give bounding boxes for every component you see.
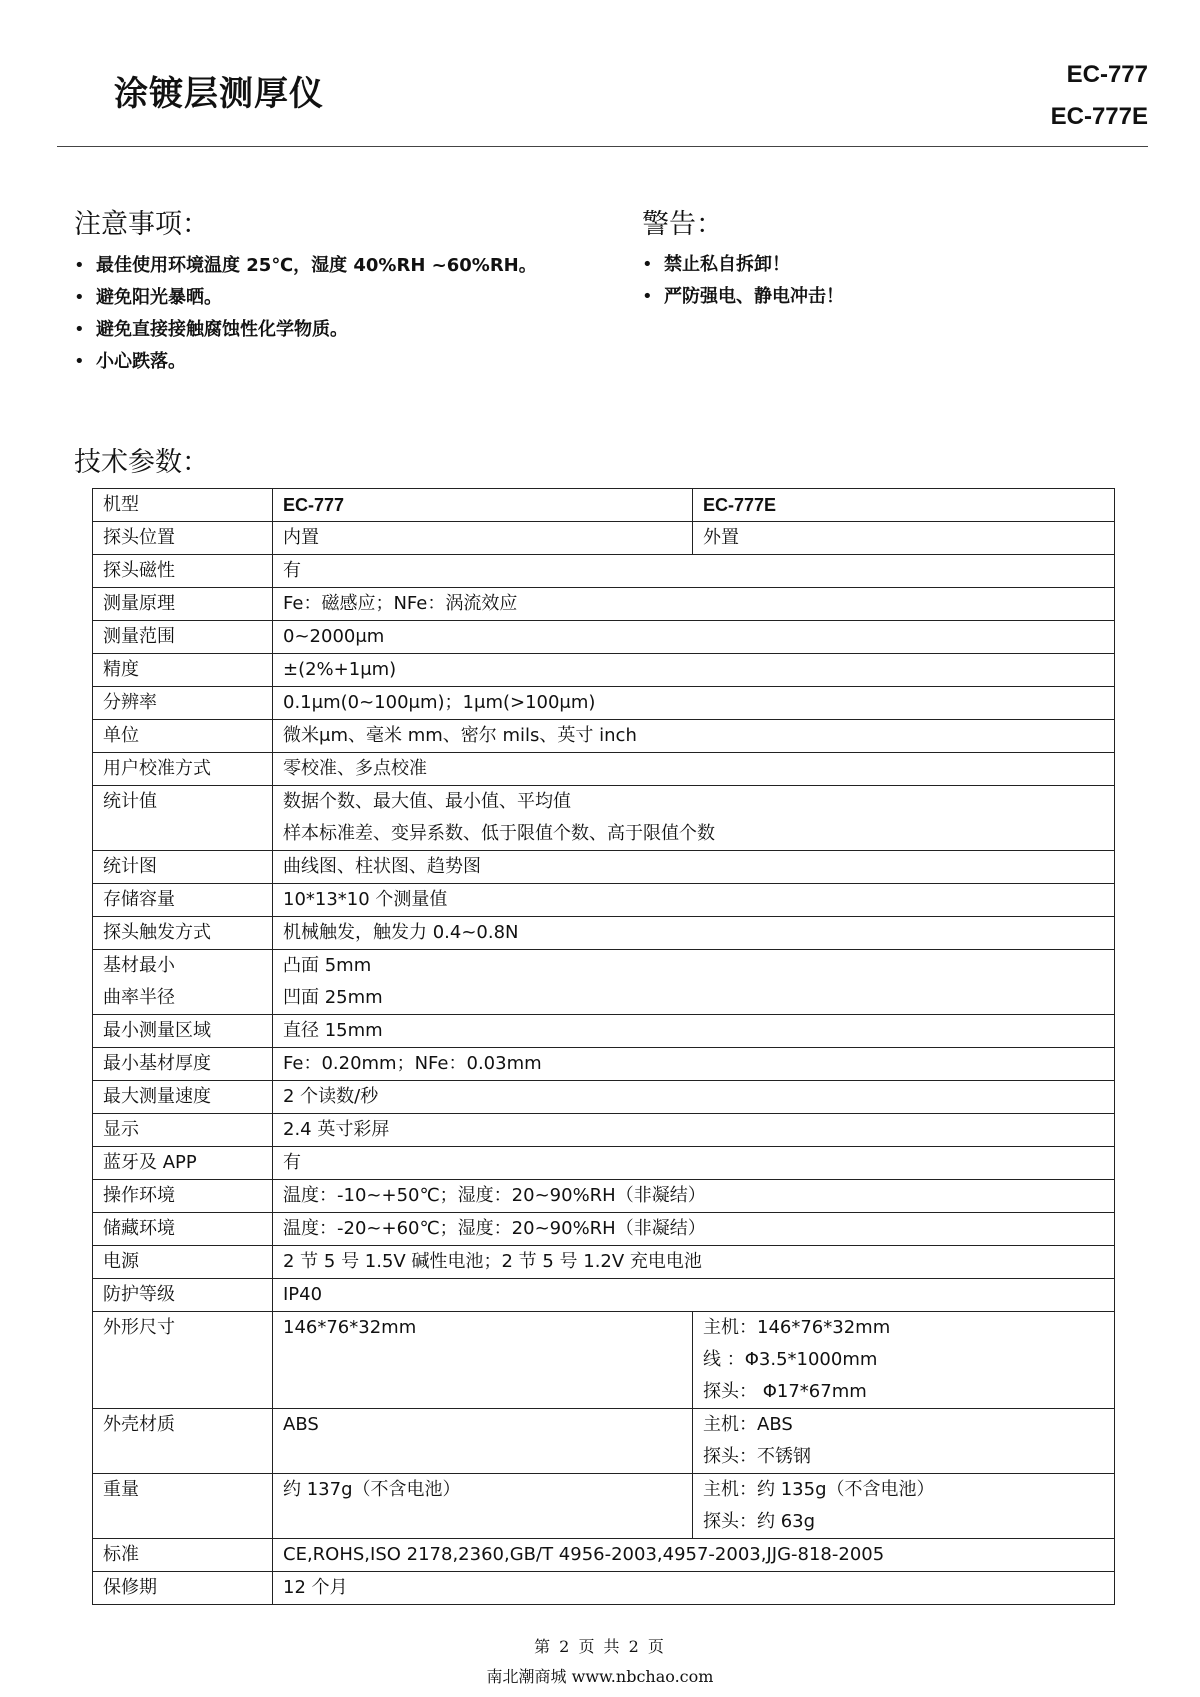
spec-label-line: 防护等级 bbox=[103, 1284, 175, 1305]
spec-row bbox=[93, 1539, 1115, 1572]
spec-value-line: 0.1μm(0~100μm)；1μm(>100μm) bbox=[283, 692, 596, 713]
spec-label bbox=[93, 720, 273, 753]
notes-item: • 避免直接接触腐蚀性化学物质。 bbox=[74, 314, 537, 346]
spec-label-line: 显示 bbox=[103, 1119, 139, 1140]
spec-row bbox=[93, 753, 1115, 786]
spec-label bbox=[93, 1539, 273, 1572]
warning-list bbox=[642, 249, 844, 313]
document-title: 涂镀层测厚仪 bbox=[114, 74, 324, 114]
spec-value bbox=[273, 950, 1115, 1015]
spec-label bbox=[93, 1147, 273, 1180]
spec-label-line: 外壳材质 bbox=[103, 1414, 175, 1435]
footer-site: 南北潮商城 www.nbchao.com bbox=[486, 1667, 714, 1686]
spec-row bbox=[93, 1474, 1115, 1539]
spec-row bbox=[93, 1572, 1115, 1605]
spec-value bbox=[273, 1539, 1115, 1572]
spec-value-line: 曲线图、柱状图、趋势图 bbox=[283, 856, 481, 877]
header-divider bbox=[57, 146, 1148, 147]
spec-row bbox=[93, 1246, 1115, 1279]
spec-value-line: 有 bbox=[283, 1152, 301, 1173]
spec-value-line: 零校准、多点校准 bbox=[283, 758, 427, 779]
spec-value-ec777e-line: 外置 bbox=[703, 527, 739, 548]
warning-heading: 警告： bbox=[642, 209, 723, 240]
spec-value-ec777 bbox=[273, 1312, 693, 1409]
spec-row bbox=[93, 1279, 1115, 1312]
spec-header-row bbox=[93, 489, 1115, 522]
spec-value-line: 直径 15mm bbox=[283, 1020, 383, 1041]
spec-label bbox=[93, 1081, 273, 1114]
spec-value-ec777-line: ABS bbox=[283, 1414, 319, 1435]
spec-value-line: Fe：0.20mm；NFe：0.03mm bbox=[283, 1053, 542, 1074]
spec-value-line: IP40 bbox=[283, 1284, 323, 1305]
spec-value bbox=[273, 555, 1115, 588]
spec-label bbox=[93, 621, 273, 654]
spec-value-line: 凸面 5mm bbox=[283, 955, 372, 976]
spec-row bbox=[93, 1213, 1115, 1246]
spec-label bbox=[93, 588, 273, 621]
spec-value-ec777e-line: 探头： Φ17*67mm bbox=[703, 1381, 867, 1402]
spec-value bbox=[273, 1279, 1115, 1312]
spec-row bbox=[93, 555, 1115, 588]
spec-row bbox=[93, 621, 1115, 654]
notes-item: • 避免阳光暴晒。 bbox=[74, 282, 537, 314]
spec-label-line: 重量 bbox=[103, 1479, 139, 1500]
spec-value bbox=[273, 1015, 1115, 1048]
notes-heading: 注意事项： bbox=[74, 209, 209, 240]
spec-value-line: 有 bbox=[283, 560, 301, 581]
spec-label-line: 精度 bbox=[103, 659, 139, 680]
spec-value-line: 0~2000μm bbox=[283, 626, 385, 647]
spec-label bbox=[93, 884, 273, 917]
spec-value-line: 2.4 英寸彩屏 bbox=[283, 1119, 390, 1140]
spec-label-line: 标准 bbox=[103, 1544, 139, 1565]
spec-value-ec777-line: 约 137g（不含电池） bbox=[283, 1479, 461, 1500]
spec-label-line: 分辨率 bbox=[103, 692, 157, 713]
spec-label bbox=[93, 1048, 273, 1081]
notes-list bbox=[74, 250, 537, 378]
spec-value-ec777 bbox=[273, 1409, 693, 1474]
spec-value-line: Fe：磁感应；NFe：涡流效应 bbox=[283, 593, 518, 614]
spec-label bbox=[93, 917, 273, 950]
spec-row bbox=[93, 1081, 1115, 1114]
spec-value-line: 微米μm、毫米 mm、密尔 mils、英寸 inch bbox=[283, 725, 637, 746]
spec-value-ec777e-line: 主机：ABS bbox=[703, 1414, 793, 1435]
spec-value bbox=[273, 753, 1115, 786]
spec-value-ec777e-line: 主机：约 135g（不含电池） bbox=[703, 1479, 935, 1500]
spec-value bbox=[273, 588, 1115, 621]
spec-label bbox=[93, 687, 273, 720]
spec-value-ec777 bbox=[273, 1474, 693, 1539]
spec-value bbox=[273, 1246, 1115, 1279]
spec-row bbox=[93, 1409, 1115, 1474]
spec-label-line: 存储容量 bbox=[103, 889, 175, 910]
spec-table bbox=[92, 488, 1115, 1605]
spec-label bbox=[93, 786, 273, 851]
spec-label-line: 统计值 bbox=[103, 791, 157, 812]
spec-value-line: 2 节 5 号 1.5V 碱性电池；2 节 5 号 1.2V 充电电池 bbox=[283, 1251, 702, 1272]
spec-label bbox=[93, 851, 273, 884]
spec-label-line: 单位 bbox=[103, 725, 139, 746]
spec-value bbox=[273, 851, 1115, 884]
spec-label-line: 最小测量区域 bbox=[103, 1020, 211, 1041]
spec-label-line: 探头磁性 bbox=[103, 560, 175, 581]
spec-row bbox=[93, 654, 1115, 687]
spec-value-line: ±(2%+1μm) bbox=[283, 659, 397, 680]
spec-label-line: 外形尺寸 bbox=[103, 1317, 175, 1338]
spec-row bbox=[93, 786, 1115, 851]
spec-value bbox=[273, 654, 1115, 687]
spec-label-line: 统计图 bbox=[103, 856, 157, 877]
spec-label bbox=[93, 1279, 273, 1312]
spec-label-line: 电源 bbox=[103, 1251, 139, 1272]
spec-value-line: 10*13*10 个测量值 bbox=[283, 889, 448, 910]
spec-label-line: 用户校准方式 bbox=[103, 758, 211, 779]
spec-value-line: 机械触发，触发力 0.4~0.8N bbox=[283, 922, 519, 943]
spec-label bbox=[93, 1246, 273, 1279]
spec-value-ec777e bbox=[693, 1474, 1115, 1539]
spec-label-line: 储藏环境 bbox=[103, 1218, 175, 1239]
notes-item: • 小心跌落。 bbox=[74, 346, 537, 378]
spec-value-line: 温度：-20~+60℃；湿度：20~90%RH（非凝结） bbox=[283, 1218, 706, 1239]
spec-label: 机型 bbox=[93, 489, 273, 522]
spec-label bbox=[93, 1312, 273, 1409]
spec-row bbox=[93, 720, 1115, 753]
notes-item: • 最佳使用环境温度 25℃，湿度 40%RH ~60%RH。 bbox=[74, 250, 537, 282]
spec-label bbox=[93, 1213, 273, 1246]
spec-value-ec777e-line: 主机：146*76*32mm bbox=[703, 1317, 891, 1338]
spec-label bbox=[93, 1572, 273, 1605]
spec-label-line: 探头位置 bbox=[103, 527, 175, 548]
spec-row bbox=[93, 1048, 1115, 1081]
spec-value-line: 数据个数、最大值、最小值、平均值 bbox=[283, 791, 571, 812]
spec-value-line: 12 个月 bbox=[283, 1577, 348, 1598]
spec-value-ec777e bbox=[693, 1312, 1115, 1409]
spec-value-ec777-line: 146*76*32mm bbox=[283, 1317, 417, 1338]
spec-row bbox=[93, 522, 1115, 555]
model-number: EC-777E bbox=[1050, 103, 1148, 130]
spec-value bbox=[273, 884, 1115, 917]
spec-value bbox=[273, 687, 1115, 720]
spec-row bbox=[93, 1312, 1115, 1409]
spec-row bbox=[93, 1114, 1115, 1147]
spec-value bbox=[273, 621, 1115, 654]
spec-value-line: 2 个读数/秒 bbox=[283, 1086, 379, 1107]
spec-value bbox=[273, 1180, 1115, 1213]
spec-value bbox=[273, 1081, 1115, 1114]
spec-value-ec777 bbox=[273, 522, 693, 555]
spec-value-ec777e bbox=[693, 1409, 1115, 1474]
spec-value-line: 样本标准差、变异系数、低于限值个数、高于限值个数 bbox=[283, 823, 715, 844]
spec-label-line: 测量范围 bbox=[103, 626, 175, 647]
model-number: EC-777 bbox=[1066, 61, 1148, 88]
spec-value-ec777-line: 内置 bbox=[283, 527, 319, 548]
spec-label bbox=[93, 1180, 273, 1213]
spec-label-line: 探头触发方式 bbox=[103, 922, 211, 943]
spec-row bbox=[93, 851, 1115, 884]
spec-label-line: 测量原理 bbox=[103, 593, 175, 614]
spec-value bbox=[273, 1147, 1115, 1180]
spec-label-line: 基材最小 bbox=[103, 955, 175, 976]
spec-value bbox=[273, 720, 1115, 753]
spec-label bbox=[93, 753, 273, 786]
spec-value-ec777e bbox=[693, 522, 1115, 555]
spec-row bbox=[93, 588, 1115, 621]
spec-label bbox=[93, 1409, 273, 1474]
spec-row bbox=[93, 1147, 1115, 1180]
spec-row bbox=[93, 884, 1115, 917]
spec-value-ec777e-line: 线 ：Φ3.5*1000mm bbox=[703, 1349, 878, 1370]
spec-value bbox=[273, 1114, 1115, 1147]
spec-value-ec777e-line: 探头：不锈钢 bbox=[703, 1446, 811, 1467]
spec-value bbox=[273, 786, 1115, 851]
warning-item: • 严防强电、静电冲击！ bbox=[642, 281, 844, 313]
spec-label bbox=[93, 522, 273, 555]
spec-label-line: 蓝牙及 APP bbox=[103, 1152, 197, 1173]
spec-label bbox=[93, 555, 273, 588]
spec-value bbox=[273, 917, 1115, 950]
spec-model-col: EC-777 bbox=[273, 489, 693, 522]
spec-value-line: CE,ROHS,ISO 2178,2360,GB/T 4956-2003,4957-2003,JJG-818-2005 bbox=[283, 1544, 885, 1565]
spec-value-line: 温度：-10~+50℃；湿度：20~90%RH（非凝结） bbox=[283, 1185, 706, 1206]
spec-value-ec777e-line: 探头：约 63g bbox=[703, 1511, 816, 1532]
warning-item: • 禁止私自拆卸！ bbox=[642, 249, 844, 281]
spec-label-line: 最小基材厚度 bbox=[103, 1053, 211, 1074]
spec-row bbox=[93, 1180, 1115, 1213]
page-number: 第 2 页 共 2 页 bbox=[534, 1637, 666, 1656]
spec-row bbox=[93, 950, 1115, 1015]
spec-row bbox=[93, 917, 1115, 950]
spec-model-col: EC-777E bbox=[693, 489, 1115, 522]
spec-label-line: 保修期 bbox=[103, 1577, 157, 1598]
spec-value bbox=[273, 1048, 1115, 1081]
spec-row bbox=[93, 1015, 1115, 1048]
spec-value-line: 凹面 25mm bbox=[283, 987, 383, 1008]
spec-label bbox=[93, 1114, 273, 1147]
model-numbers bbox=[1051, 54, 1148, 138]
spec-label bbox=[93, 654, 273, 687]
specs-heading: 技术参数： bbox=[74, 447, 209, 478]
spec-value bbox=[273, 1213, 1115, 1246]
spec-label-line: 最大测量速度 bbox=[103, 1086, 211, 1107]
spec-label bbox=[93, 1474, 273, 1539]
spec-label-line: 曲率半径 bbox=[103, 987, 175, 1008]
spec-label bbox=[93, 950, 273, 1015]
spec-label-line: 操作环境 bbox=[103, 1185, 175, 1206]
spec-label bbox=[93, 1015, 273, 1048]
spec-row bbox=[93, 687, 1115, 720]
spec-value bbox=[273, 1572, 1115, 1605]
